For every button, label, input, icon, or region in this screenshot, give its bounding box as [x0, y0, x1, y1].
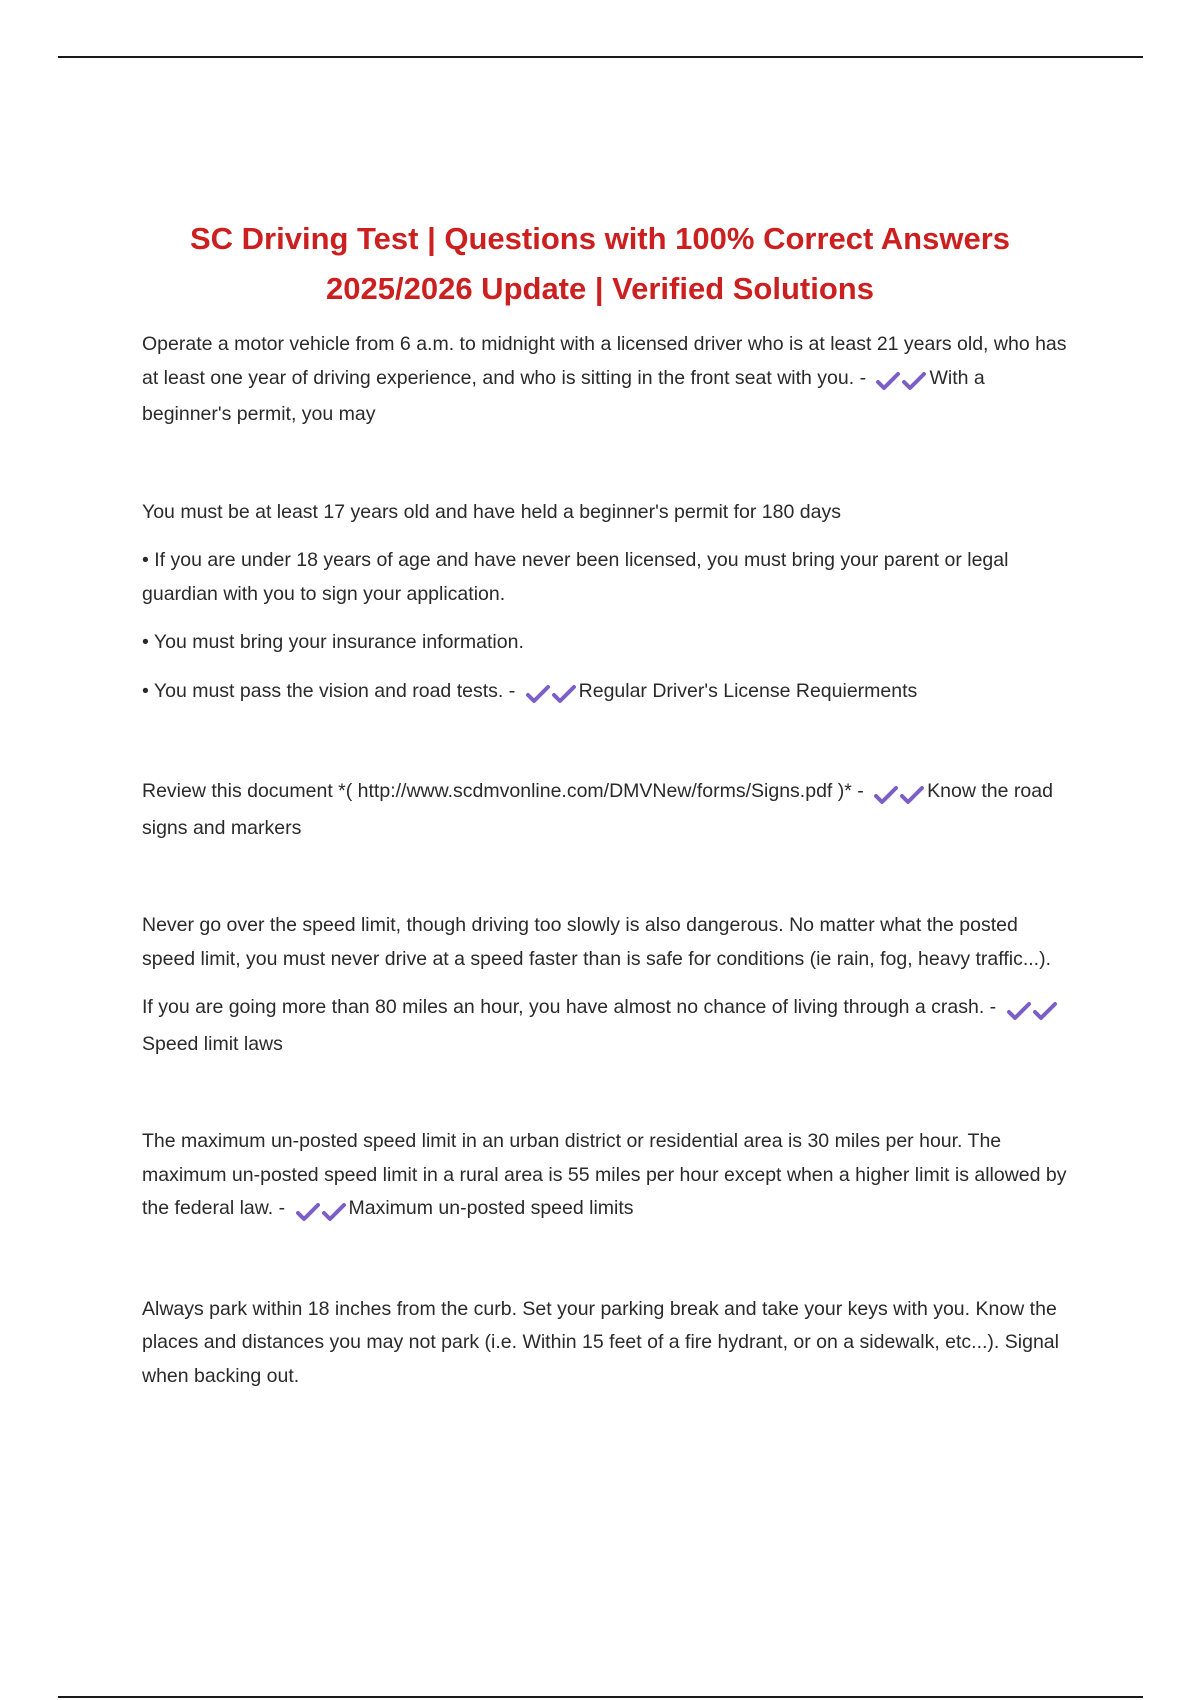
question-text	[142, 775, 1072, 845]
checkmark-icon	[901, 370, 927, 392]
checkmark-icon	[321, 1201, 347, 1223]
answer-text: Speed limit laws	[142, 1032, 283, 1055]
qa-item	[142, 1293, 1072, 1394]
answer-text: Know the road signs and markers	[142, 780, 1053, 839]
checkmark-icon	[1006, 1000, 1032, 1022]
footer-rule	[58, 1696, 1143, 1698]
question-text	[142, 675, 1072, 712]
qa-item	[142, 496, 1072, 712]
question-paragraph: The maximum un-posted speed limit in an urban district or residential area is 30 miles per hour. The maximum un-posted speed limit in a rural area is 55 miles per hour except when a higher limit is allowed by the federal law. -	[142, 1130, 1067, 1219]
question-text	[142, 909, 1072, 976]
question-text	[142, 1125, 1072, 1229]
qa-item	[142, 1125, 1072, 1229]
title-line-2: 2025/2026 Update | Verified Solutions	[326, 271, 874, 306]
checkmark-icon	[899, 784, 925, 806]
qa-item	[142, 909, 1072, 1061]
answer-text: Maximum un-posted speed limits	[348, 1197, 634, 1219]
double-checkmark-icon	[873, 778, 925, 812]
question-paragraph: • You must pass the vision and road tests. -	[142, 679, 516, 702]
double-checkmark-icon	[875, 365, 927, 399]
question-paragraph: Operate a motor vehicle from 6 a.m. to midnight with a licensed driver who is at least 21 years old, who has at least one year of driving experience, and who is sitting in the front seat with you. -	[142, 333, 1067, 389]
question-paragraph: • If you are under 18 years of age and have never been licensed, you must bring your parent or legal guardian with you to sign your application.	[142, 549, 1009, 605]
double-checkmark-icon	[295, 1195, 347, 1229]
question-text	[142, 544, 1072, 611]
checkmark-icon	[1032, 1000, 1058, 1022]
header-rule	[58, 56, 1143, 58]
qa-item	[142, 775, 1072, 845]
question-text	[142, 1293, 1072, 1394]
question-paragraph: Review this document *( http://www.scdmvonline.com/DMVNew/forms/Signs.pdf )* -	[142, 780, 864, 802]
document-title	[100, 214, 1100, 314]
double-checkmark-icon	[525, 678, 577, 712]
question-paragraph: You must be at least 17 years old and have held a beginner's permit for 180 days	[142, 500, 841, 523]
answer-text: Regular Driver's License Requierments	[578, 679, 918, 702]
question-paragraph: Always park within 18 inches from the curb. Set your parking break and take your keys with you. Know the places and distances you may not park (i.e. Within 15 feet of a fire hydrant, or on a sidewalk, etc...). Signal when backing out.	[142, 1297, 1059, 1387]
question-text	[142, 991, 1072, 1061]
question-paragraph: • You must bring your insurance information.	[142, 631, 524, 653]
checkmark-icon	[551, 683, 577, 705]
checkmark-icon	[875, 370, 901, 392]
double-checkmark-icon	[1006, 994, 1058, 1028]
title-line-1: SC Driving Test | Questions with 100% Correct Answers	[189, 221, 1011, 256]
question-text	[142, 496, 1072, 530]
checkmark-icon	[873, 784, 899, 806]
answer-text: With a beginner's permit, you may	[142, 366, 985, 425]
qa-item	[142, 328, 1072, 432]
checkmark-icon	[525, 683, 551, 705]
question-text	[142, 626, 1072, 660]
checkmark-icon	[295, 1201, 321, 1223]
question-text	[142, 328, 1072, 432]
question-paragraph: Never go over the speed limit, though driving too slowly is also dangerous. No matter what the posted speed limit, you must never drive at a speed faster than is safe for conditions (ie rain, fog, heavy traffic...).	[142, 914, 1051, 970]
qa-list	[142, 328, 1072, 1393]
question-paragraph: If you are going more than 80 miles an hour, you have almost no chance of living through a crash. -	[142, 996, 997, 1018]
